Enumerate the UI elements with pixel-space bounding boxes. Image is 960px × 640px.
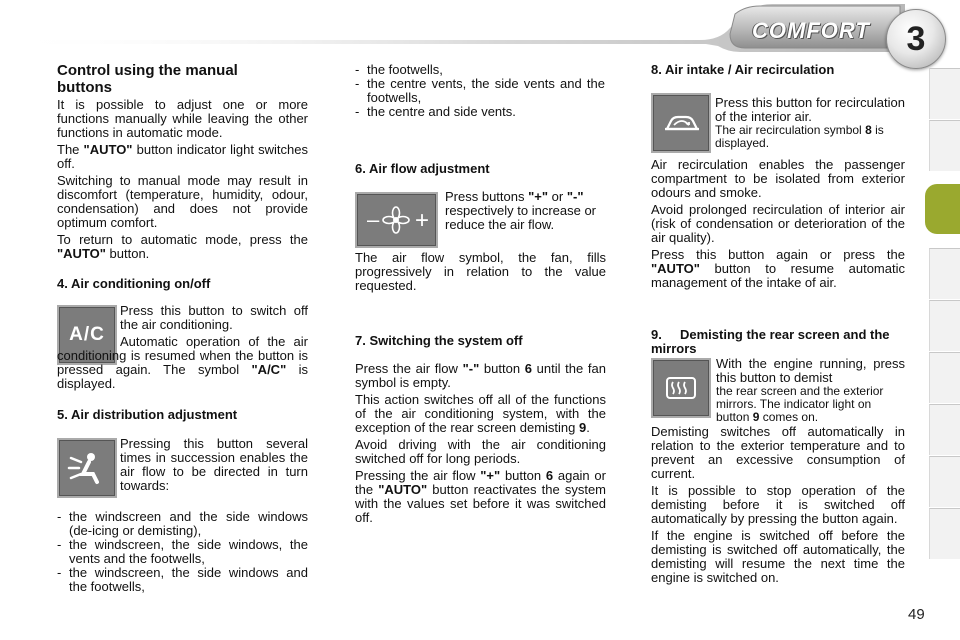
list-item: - the footwells, — [355, 63, 605, 77]
air-distribution-icon-glyph — [59, 440, 115, 496]
paragraph: The "AUTO" button indicator light switches off. — [57, 142, 308, 171]
paragraph: The air flow symbol, the fan, fills progressively in relation to the value requested. — [355, 250, 606, 293]
paragraph: Press this button for recirculation of the interior air. — [715, 95, 905, 124]
intro-block — [57, 98, 308, 261]
air-distribution-list — [57, 510, 308, 594]
minus-sign: – — [367, 207, 380, 232]
paragraph: Avoid driving with the air conditioning switched off for long periods. — [355, 437, 606, 466]
recirculation-text — [715, 96, 905, 150]
header-title: COMFORT — [752, 18, 870, 43]
paragraph: Press this button again or press the "AUTO" button to resume automatic management of the intake of air. — [651, 247, 905, 290]
section-tab[interactable] — [929, 248, 960, 299]
list-item: - the windscreen and the side windows (de-icing or demisting), — [57, 510, 308, 538]
paragraph: Demisting switches off automatically in relation to the exterior temperature and to prevent an excessive consumption of current. — [651, 424, 905, 481]
section-tab[interactable] — [929, 508, 960, 559]
list-item: - the centre and side vents. — [355, 105, 605, 119]
section-tab[interactable] — [929, 404, 960, 455]
heading-air-conditioning: 4. Air conditioning on/off — [57, 276, 211, 291]
paragraph: It is possible to stop operation of the demisting before it is switched off automatically by pressing the button again. — [651, 483, 905, 526]
rear-demist-icon — [651, 358, 711, 418]
section-tabs — [925, 68, 960, 578]
paragraph: Avoid prolonged recirculation of interior air (risk of condensation or deterioration of the air quality). — [651, 202, 905, 245]
page-number: 49 — [908, 606, 925, 623]
paragraph: It is possible to adjust one or more functions manually while leaving the other functions in automatic mode. — [57, 97, 308, 140]
paragraph: Pressing this button several times in succession enables the air flow to be directed in turn towards: — [120, 436, 308, 493]
demist-text — [716, 357, 905, 424]
list-item: - the windscreen, the side windows and the footwells, — [57, 566, 308, 594]
list-item: - the windscreen, the side windows, the vents and the footwells, — [57, 538, 308, 566]
paragraph: the rear screen and the exterior mirrors. The indicator light on button 9 comes on. — [716, 384, 884, 424]
plus-sign: + — [415, 207, 430, 234]
paragraph: To return to automatic mode, press the "AUTO" button. — [57, 232, 308, 261]
ac-icon-label: A/C — [69, 324, 105, 345]
heading-air-flow: 6. Air flow adjustment — [355, 161, 490, 176]
section-tab[interactable] — [929, 120, 960, 171]
paragraph: Pressing the air flow "+" button 6 again or the "AUTO" button reactivates the system with the values set before it was switched off. — [355, 468, 607, 525]
section-tab[interactable] — [929, 68, 960, 119]
ac-text — [57, 304, 308, 391]
paragraph: With the engine running, press this button to demist — [716, 356, 905, 385]
switch-off-text — [355, 362, 606, 525]
recirculation-info — [651, 158, 905, 290]
fan-minus-plus-icon — [355, 192, 438, 248]
paragraph: Air recirculation enables the passenger compartment to be isolated from exterior odours and smoke. — [651, 157, 905, 200]
paragraph: Press the air flow "-" button 6 until the fan symbol is empty. — [355, 361, 606, 390]
heading-switching-off: 7. Switching the system off — [355, 333, 523, 348]
fan-minus-plus-glyph — [357, 194, 436, 246]
air-distribution-icon — [57, 438, 117, 498]
paragraph: Automatic operation of the air conditioning is resumed when the button is pressed again. The symbol "A/C" is displayed. — [57, 334, 308, 391]
list-item: - the centre vents, the side vents and the footwells, — [355, 77, 605, 105]
rear-demist-glyph — [653, 360, 709, 416]
demist-info — [651, 425, 905, 585]
paragraph: Press buttons "+" or "-" respectively to increase or reduce the air flow. — [445, 189, 597, 232]
section-tab[interactable] — [929, 352, 960, 403]
recirculation-glyph — [653, 95, 709, 151]
chapter-number-badge: 3 — [886, 9, 946, 69]
paragraph: The air recirculation symbol 8 is displayed. — [715, 123, 884, 150]
heading-demisting: 9. Demisting the rear screen and the mirrors — [651, 327, 890, 356]
air-distribution-list-continued — [355, 63, 605, 119]
paragraph: Switching to manual mode may result in discomfort (temperature, humidity, odour, condensation) and does not provide optimum comfort. — [57, 173, 308, 230]
heading-air-distribution: 5. Air distribution adjustment — [57, 407, 238, 422]
paragraph: If the engine is switched off before the demisting is switched off automatically, the demisting will resume the next time the engine is switched on. — [651, 528, 905, 585]
section-title: Control using the manual buttons — [57, 62, 238, 96]
section-tab[interactable] — [929, 300, 960, 351]
paragraph: This action switches off all of the functions of the air conditioning system, with the exception of the rear screen demisting 9. — [355, 392, 606, 435]
section-tab-active[interactable] — [925, 184, 960, 234]
section-tab[interactable] — [929, 456, 960, 507]
recirculation-icon — [651, 93, 711, 153]
heading-air-intake: 8. Air intake / Air recirculation — [651, 62, 835, 77]
paragraph: Press this button to switch off the air conditioning. — [120, 303, 308, 332]
